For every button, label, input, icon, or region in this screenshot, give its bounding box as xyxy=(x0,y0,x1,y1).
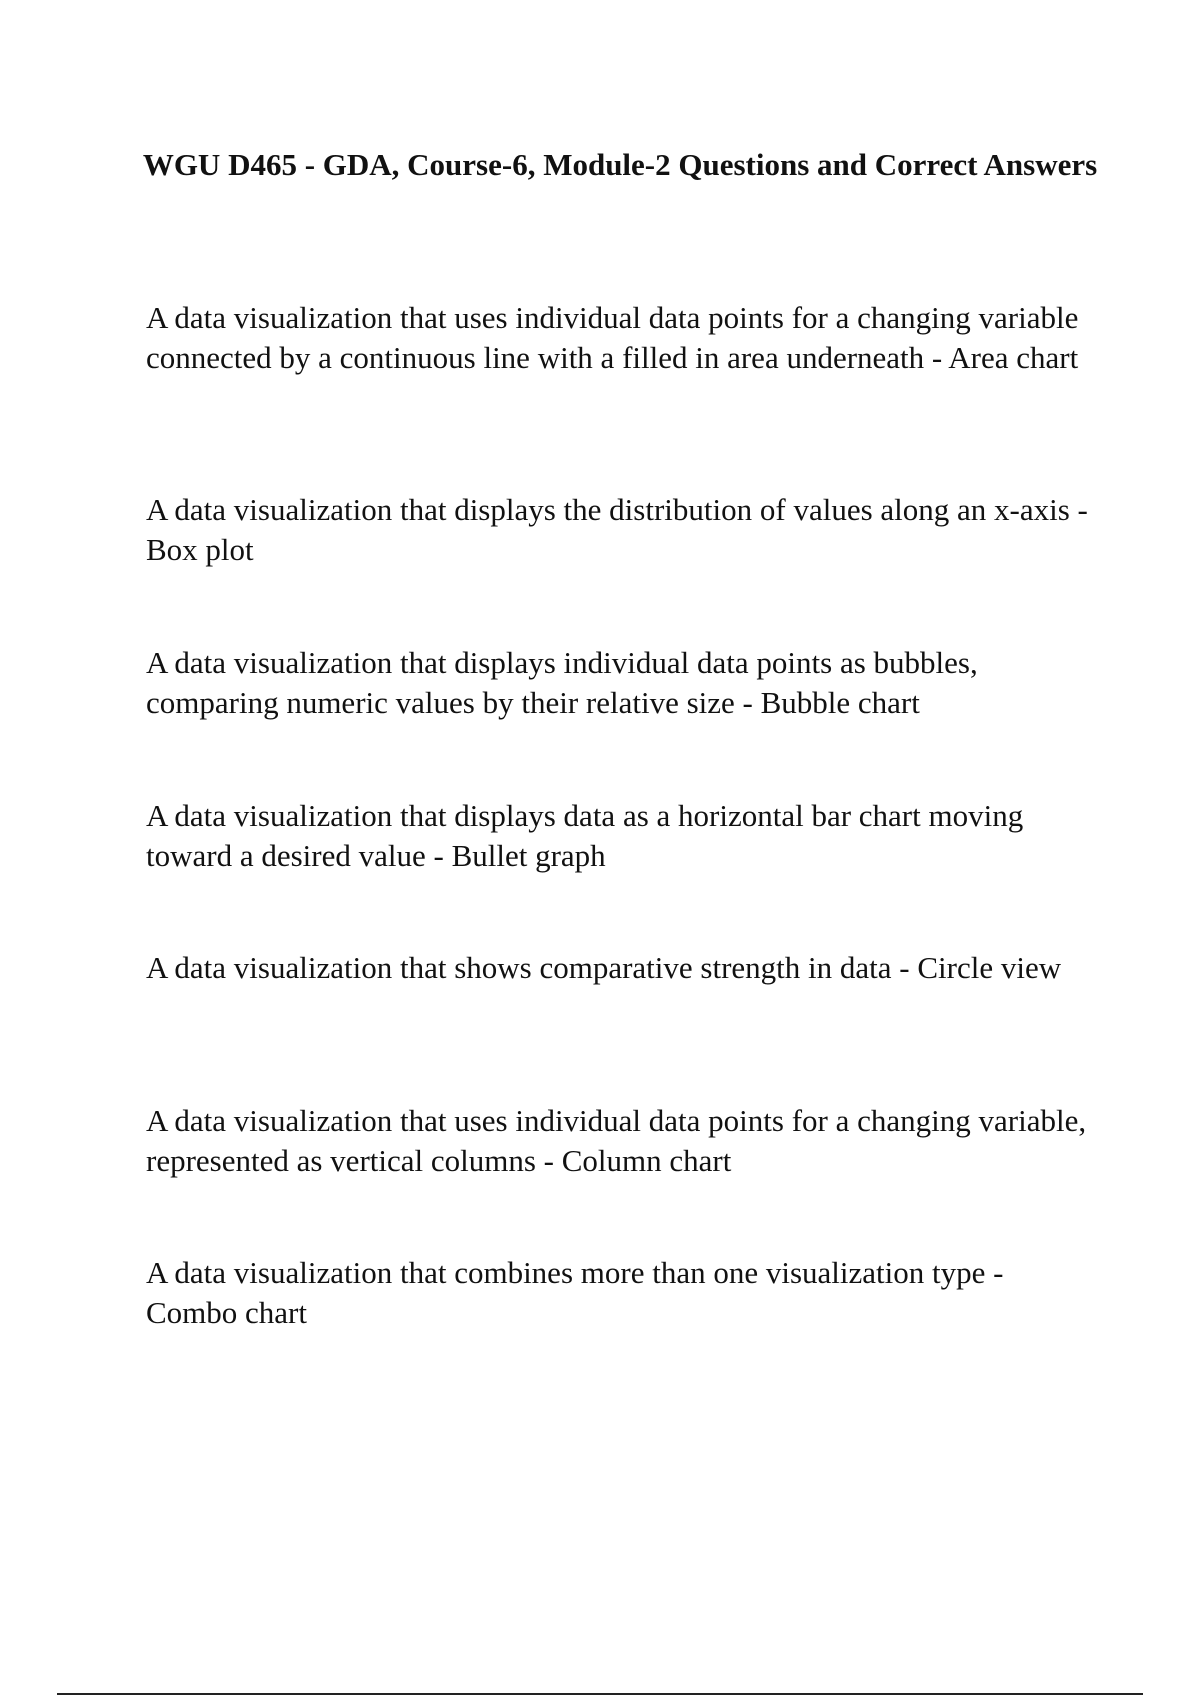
page-title: WGU D465 - GDA, Course-6, Module-2 Questions and Correct Answers xyxy=(142,147,1098,182)
qa-item-area-chart: A data visualization that uses individual data points for a changing variable connected by a continuous line with a filled in area underneath - Area chart xyxy=(146,300,1079,375)
qa-item-combo-chart: A data visualization that combines more than one visualization type - Combo chart xyxy=(146,1255,1004,1330)
qa-item-circle-view: A data visualization that shows comparative strength in data - Circle view xyxy=(146,950,1062,985)
qa-item-box-plot: A data visualization that displays the distribution of values along an x-axis - Box plot xyxy=(146,492,1088,567)
qa-item-bubble-chart: A data visualization that displays individual data points as bubbles, comparing numeric values by their relative size - Bubble chart xyxy=(146,645,978,720)
qa-item-bullet-graph: A data visualization that displays data as a horizontal bar chart moving toward a desired value - Bullet graph xyxy=(146,798,1024,873)
qa-item-column-chart: A data visualization that uses individual data points for a changing variable, represented as vertical columns - Column chart xyxy=(146,1103,1087,1178)
footer-divider xyxy=(57,1693,1143,1695)
